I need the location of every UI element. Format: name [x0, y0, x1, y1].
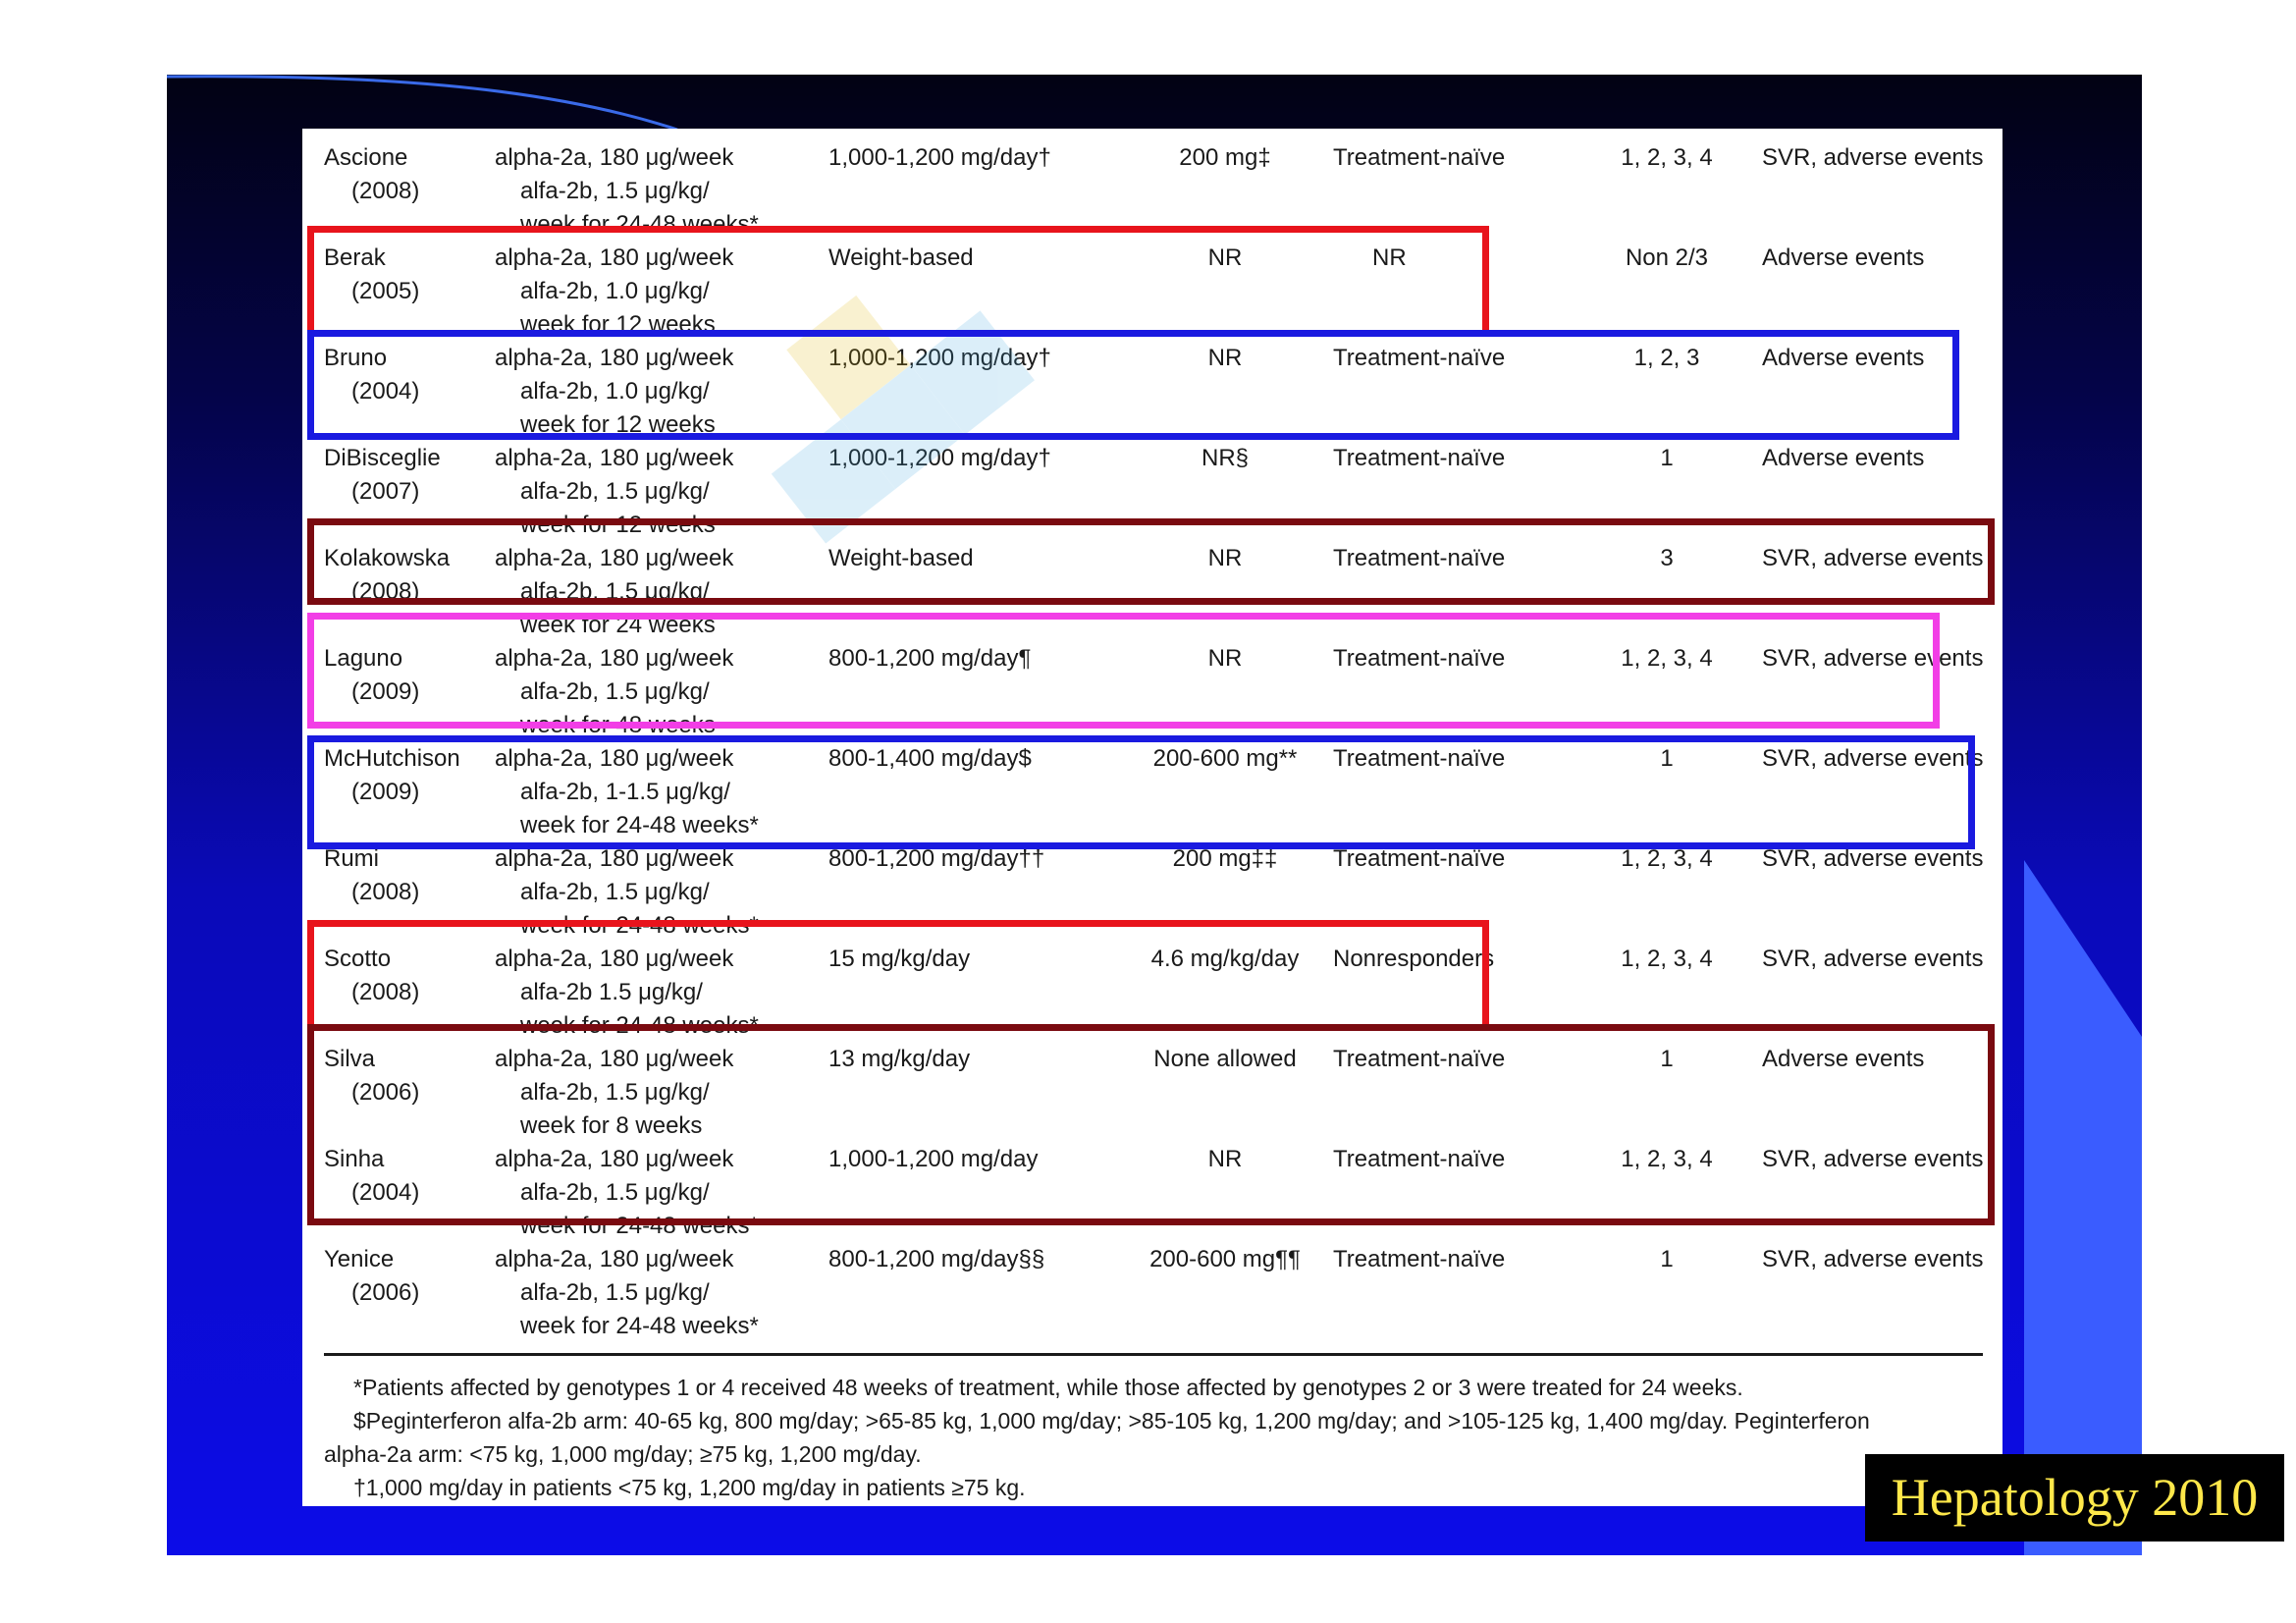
ribavirin-dose: 1,000-1,200 mg/day†: [828, 144, 1051, 171]
population: Treatment-naïve: [1333, 1146, 1506, 1172]
epo-dose: NR§: [1201, 445, 1249, 471]
ribavirin-dose: 1,000-1,200 mg/day†: [828, 345, 1051, 371]
peginterferon-regimen: alpha-2a, 180 μg/week alfa-2b, 1.5 μg/kg/ week for 24-48 weeks*: [495, 1146, 759, 1239]
peginterferon-regimen: alpha-2a, 180 μg/week alfa-2b, 1.5 μg/kg/ week for 12 weeks: [495, 445, 734, 538]
peginterferon-regimen: alpha-2a, 180 μg/week alfa-2b, 1.5 μg/kg/ week for 24-48 weeks*: [495, 144, 759, 238]
population: Treatment-naïve: [1333, 1046, 1506, 1072]
highlight-box-blue-bruno: [307, 330, 1959, 440]
epo-dose: 200 mg‡‡: [1172, 845, 1278, 872]
footnote: $Peginterferon alfa-2b arm: 40-65 kg, 800 mg/day; >65-85 kg, 1,000 mg/day; >85-105 kg, 1,200 mg/day; and >105-125 kg, 1,400 mg/day. Peginterferon: [353, 1408, 1870, 1434]
study-name: Ascione (2008): [324, 141, 419, 208]
footnote: †1,000 mg/day in patients <75 kg, 1,200 mg/day in patients ≥75 kg.: [353, 1475, 1026, 1500]
epo-dose: NR: [1207, 244, 1243, 271]
genotype: 1, 2, 3, 4: [1621, 645, 1713, 672]
study-name: Laguno (2009): [324, 642, 419, 709]
study-name: Rumi (2008): [324, 842, 419, 909]
study-name: Bruno (2004): [324, 342, 419, 408]
study-table: [302, 129, 2002, 1506]
peginterferon-regimen: alpha-2a, 180 μg/week alfa-2b, 1-1.5 μg/kg/ week for 24-48 weeks*: [495, 745, 759, 839]
population: Treatment-naïve: [1333, 745, 1506, 772]
genotype: 1, 2, 3: [1633, 345, 1700, 371]
study-year: (2009): [351, 779, 420, 805]
epo-dose: NR: [1207, 1146, 1243, 1172]
study-year: (2008): [351, 879, 420, 905]
genotype: 1: [1660, 1046, 1674, 1072]
highlight-box-maroon-silva-sinha: [307, 1024, 1995, 1225]
ribavirin-dose: 800-1,200 mg/day§§: [828, 1246, 1045, 1272]
study-name: Yenice (2006): [324, 1243, 419, 1310]
population: Treatment-naïve: [1333, 1246, 1506, 1272]
peginterferon-regimen: alpha-2a, 180 μg/week alfa-2b, 1.0 μg/kg/ week for 12 weeks: [495, 345, 734, 438]
table-row: [302, 1243, 2002, 1343]
ribavirin-dose: 1,000-1,200 mg/day†: [828, 445, 1051, 471]
highlight-box-red-scotto: [307, 920, 1489, 1031]
population: Treatment-naïve: [1333, 645, 1506, 672]
ribavirin-dose: 13 mg/kg/day: [828, 1046, 971, 1072]
study-year: (2004): [351, 378, 420, 405]
genotype: 1, 2, 3, 4: [1621, 845, 1713, 872]
study-name: DiBisceglie (2007): [324, 442, 441, 509]
genotype: 1: [1660, 745, 1674, 772]
study-year: (2008): [351, 578, 420, 605]
outcomes: SVR, adverse events: [1762, 745, 1984, 772]
outcomes: SVR, adverse events: [1762, 645, 1984, 672]
peginterferon-regimen: alpha-2a, 180 μg/week alfa-2b, 1.5 μg/kg/ week for 24 weeks: [495, 545, 734, 638]
population: Treatment-naïve: [1333, 445, 1506, 471]
citation-label: Hepatology 2010: [1865, 1454, 2284, 1542]
study-year: (2008): [351, 178, 420, 204]
ribavirin-dose: 800-1,200 mg/day¶: [828, 645, 1032, 672]
epo-dose: None allowed: [1153, 1046, 1297, 1072]
outcomes: SVR, adverse events: [1762, 1146, 1984, 1172]
outcomes: SVR, adverse events: [1762, 144, 1984, 171]
outcomes: SVR, adverse events: [1762, 1246, 1984, 1272]
study-year: (2006): [351, 1279, 420, 1306]
peginterferon-regimen: alpha-2a, 180 μg/week alfa-2b, 1.5 μg/kg/ week for 48 weeks: [495, 645, 734, 738]
genotype: 1, 2, 3, 4: [1621, 144, 1713, 171]
epo-dose: NR: [1207, 645, 1243, 672]
study-name: McHutchison (2009): [324, 742, 460, 809]
epo-dose: 200-600 mg**: [1152, 745, 1298, 772]
highlight-box-magenta-laguno: [307, 613, 1940, 729]
footnote-divider: [324, 1353, 1983, 1356]
genotype: 1, 2, 3, 4: [1621, 946, 1713, 972]
genotype: 1: [1660, 1246, 1674, 1272]
outcomes: Adverse events: [1762, 244, 1925, 271]
epo-dose: 200-600 mg¶¶: [1149, 1246, 1301, 1272]
highlight-box-red-berak: [307, 226, 1489, 337]
outcomes: SVR, adverse events: [1762, 845, 1984, 872]
epo-dose: NR: [1207, 545, 1243, 571]
study-year: (2004): [351, 1179, 420, 1206]
study-year: (2007): [351, 478, 420, 505]
peginterferon-regimen: alpha-2a, 180 μg/week alfa-2b, 1.0 μg/kg/ week for 12 weeks: [495, 244, 734, 338]
epo-dose: 4.6 mg/kg/day: [1150, 946, 1300, 972]
table-footnotes: [324, 1371, 1993, 1504]
footnote: alpha-2a arm: <75 kg, 1,000 mg/day; ≥75 kg, 1,200 mg/day.: [324, 1441, 922, 1467]
ribavirin-dose: 800-1,400 mg/day$: [828, 745, 1032, 772]
highlight-box-blue-mchutchison: [307, 735, 1975, 849]
epo-dose: NR: [1207, 345, 1243, 371]
peginterferon-regimen: alpha-2a, 180 μg/week alfa-2b, 1.5 μg/kg/ week for 24-48 weeks*: [495, 1246, 759, 1339]
genotype: 1: [1660, 445, 1674, 471]
study-year: (2008): [351, 979, 420, 1005]
study-name: Scotto (2008): [324, 943, 419, 1009]
study-name: Silva (2006): [324, 1043, 419, 1109]
outcomes: Adverse events: [1762, 445, 1925, 471]
peginterferon-regimen: alpha-2a, 180 μg/week alfa-2b 1.5 μg/kg/ week for 24-48 weeks*: [495, 946, 759, 1039]
genotype: 3: [1660, 545, 1674, 571]
genotype: 1, 2, 3, 4: [1621, 1146, 1713, 1172]
ribavirin-dose: 1,000-1,200 mg/day: [828, 1146, 1039, 1172]
population: Nonresponders: [1333, 946, 1495, 972]
population: Treatment-naïve: [1333, 545, 1506, 571]
study-name: Kolakowska (2008): [324, 542, 450, 609]
ribavirin-dose: Weight-based: [828, 545, 974, 571]
epo-dose: 200 mg‡: [1179, 144, 1271, 171]
ribavirin-dose: 800-1,200 mg/day††: [828, 845, 1045, 872]
outcomes: SVR, adverse events: [1762, 946, 1984, 972]
ribavirin-dose: Weight-based: [828, 244, 974, 271]
outcomes: Adverse events: [1762, 1046, 1925, 1072]
genotype: Non 2/3: [1625, 244, 1709, 271]
study-name: Berak (2005): [324, 242, 419, 308]
footnote: *Patients affected by genotypes 1 or 4 received 48 weeks of treatment, while those affected by genotypes 2 or 3 were treated for 24 weeks.: [353, 1375, 1743, 1400]
population: Treatment-naïve: [1333, 345, 1506, 371]
population: Treatment-naïve: [1333, 144, 1506, 171]
outcomes: SVR, adverse events: [1762, 545, 1984, 571]
study-year: (2006): [351, 1079, 420, 1106]
peginterferon-regimen: alpha-2a, 180 μg/week alfa-2b, 1.5 μg/kg/ week for 8 weeks: [495, 1046, 734, 1139]
population: NR: [1372, 244, 1407, 271]
slide: [167, 75, 2259, 1555]
slide-wave-decoration: [167, 75, 2142, 134]
highlight-box-maroon-kolakowska: [307, 518, 1995, 605]
study-year: (2009): [351, 678, 420, 705]
study-year: (2005): [351, 278, 420, 304]
outcomes: Adverse events: [1762, 345, 1925, 371]
peginterferon-regimen: alpha-2a, 180 μg/week alfa-2b, 1.5 μg/kg/ week for 24-48 weeks*: [495, 845, 759, 939]
study-name: Sinha (2004): [324, 1143, 419, 1210]
population: Treatment-naïve: [1333, 845, 1506, 872]
ribavirin-dose: 15 mg/kg/day: [828, 946, 971, 972]
